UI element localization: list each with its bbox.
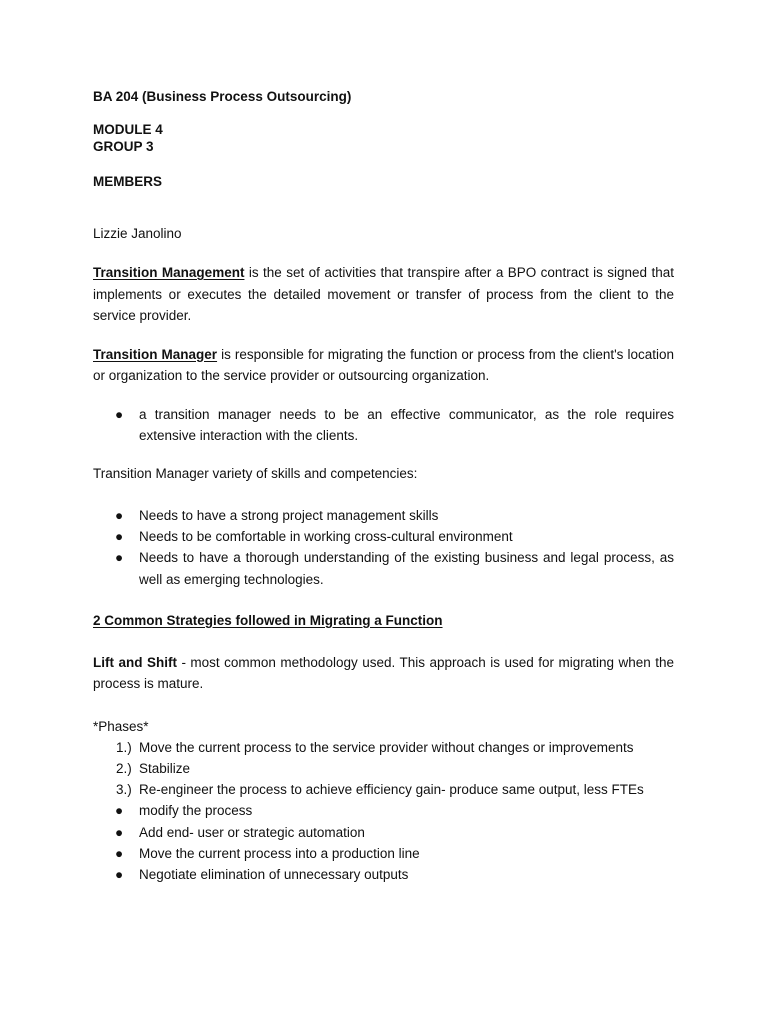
- list-number: 2.): [116, 760, 132, 776]
- list-item-text: Needs to have a strong project management skills: [139, 507, 439, 523]
- member-name: Lizzie Janolino: [93, 226, 182, 241]
- bullet-icon: ●: [115, 803, 124, 819]
- bullet-icon: ●: [115, 866, 124, 882]
- manager-bullet-list: [93, 404, 674, 446]
- transition-manager-paragraph: [93, 344, 674, 387]
- bullet-icon: ●: [115, 529, 124, 545]
- list-item: [93, 526, 674, 547]
- strategies-heading: 2 Common Strategies followed in Migrating a Function: [93, 612, 443, 628]
- transition-management-paragraph: [93, 262, 674, 327]
- transition-manager-definition: is responsible for migrating the function or process from the client's location or organization to the service provider or outsourcing organization.: [93, 346, 674, 383]
- module-label: MODULE 4: [93, 122, 163, 137]
- list-item: [93, 737, 674, 758]
- bullet-icon: ●: [115, 845, 124, 861]
- list-item: [93, 843, 674, 864]
- list-item-text: Needs to have a thorough understanding of the existing business and legal process, as well as emerging technologies.: [139, 550, 674, 587]
- transition-management-term: Transition Management: [93, 265, 245, 280]
- list-item-text: Re-engineer the process to achieve efficiency gain- produce same output, less FTEs: [139, 782, 644, 798]
- list-item-text: Needs to be comfortable in working cross-cultural environment: [139, 529, 513, 545]
- list-item-text: Move the current process into a production line: [139, 845, 420, 861]
- list-item-text: modify the process: [139, 803, 253, 819]
- list-item: [93, 404, 674, 446]
- list-item: [93, 758, 674, 779]
- list-item-text: a transition manager needs to be an effective communicator, as the role requires extensive interaction with the clients.: [139, 406, 674, 443]
- skills-intro: Transition Manager variety of skills and competencies:: [93, 465, 418, 481]
- list-number: 1.): [116, 739, 132, 755]
- lift-and-shift-term: Lift and Shift: [93, 654, 177, 670]
- transition-management-definition: is the set of activities that transpire after a BPO contract is signed that implements or executes the detailed movement or transfer of process from the client to the service provider.: [93, 265, 675, 323]
- document-page: [93, 86, 674, 885]
- list-item-text: Add end- user or strategic automation: [139, 824, 365, 840]
- bullet-icon: ●: [115, 550, 124, 566]
- phases-list: [93, 737, 674, 885]
- bullet-icon: ●: [115, 406, 124, 422]
- skills-list: [93, 505, 674, 590]
- bullet-icon: ●: [115, 824, 124, 840]
- group-label: GROUP 3: [93, 139, 154, 154]
- list-item-text: Move the current process to the service provider without changes or improvements: [139, 739, 634, 755]
- list-item: [93, 505, 674, 526]
- list-item: [93, 822, 674, 843]
- course-title: BA 204 (Business Process Outsourcing): [93, 89, 352, 104]
- list-item-text: Stabilize: [139, 760, 191, 776]
- list-item: [93, 547, 674, 589]
- transition-manager-term: Transition Manager: [93, 346, 218, 362]
- list-item-text: Negotiate elimination of unnecessary outputs: [139, 866, 409, 882]
- list-item: [93, 779, 674, 800]
- lift-and-shift-paragraph: [93, 652, 674, 695]
- list-item: [93, 864, 674, 885]
- list-number: 3.): [116, 782, 132, 798]
- lift-and-shift-description: - most common methodology used. This approach is used for migrating when the process is mature.: [93, 654, 674, 692]
- members-heading: MEMBERS: [93, 174, 163, 189]
- bullet-icon: ●: [115, 507, 124, 523]
- list-item: [93, 800, 674, 821]
- phases-label: *Phases*: [93, 718, 149, 734]
